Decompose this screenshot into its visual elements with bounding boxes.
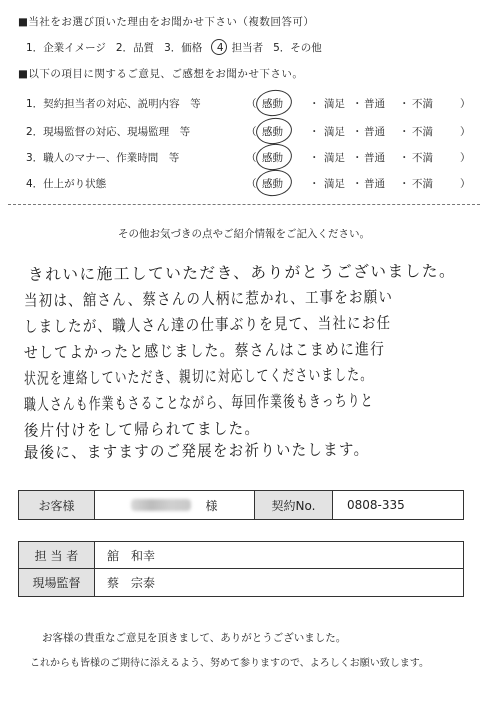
rating-kando: 感動	[262, 150, 283, 165]
rating-futsu: 普通	[364, 98, 385, 110]
supervisor-name: 蔡 宗泰	[107, 576, 156, 590]
separator-dot: ・	[399, 126, 410, 138]
rating-fuman: 不満	[412, 178, 433, 190]
paren-close: ）	[460, 152, 471, 164]
survey-question: 2．現場監督の対応、現場監理 等	[26, 126, 191, 138]
selection-circle	[211, 39, 227, 55]
separator-dot: ・	[352, 178, 363, 190]
rating-manzoku: 満足	[324, 178, 345, 190]
customer-box	[18, 490, 464, 520]
selection-circle	[254, 116, 293, 147]
rating-kando: 感動	[262, 96, 283, 111]
selection-circle	[254, 88, 293, 119]
staff-box	[18, 541, 464, 597]
reason-option-number: 5．	[273, 42, 291, 54]
reason-option-number: 3．	[164, 42, 182, 54]
paren-close: ）	[460, 178, 471, 190]
footer-closing: これからも皆様のご期待に添えるよう、努めて参りますので、よろしくお願い致します。	[30, 658, 429, 669]
comment-line-4: せしてよかったと感じました。蔡さんはこまめに進行	[23, 339, 386, 362]
reason-option-3	[164, 40, 202, 55]
paren-close: ）	[460, 98, 471, 110]
paren-open: （	[246, 98, 257, 110]
rating-fuman: 不満	[412, 126, 433, 138]
section-reason-title: ■当社をお選び頂いた理由をお聞かせ下さい（複数回答可）	[18, 16, 315, 28]
footer-thanks: お客様の貴重なご意見を頂きまして、ありがとうございました。	[42, 632, 347, 644]
survey-row-3	[26, 150, 471, 166]
reason-option-2	[116, 40, 154, 55]
comment-line-2: 当初は、舘さん、蔡さんの人柄に惹かれ、工事をお願い	[23, 287, 394, 310]
survey-row-1	[26, 96, 471, 112]
contract-label: 契約No.	[255, 491, 333, 519]
paren-open: （	[246, 126, 257, 138]
reason-options	[26, 40, 332, 55]
customer-name-cell	[95, 491, 255, 519]
rating-fuman: 不満	[412, 98, 433, 110]
reason-option-number: 2．	[115, 42, 134, 54]
comment-line-8: 最後に、ますますのご発展をお祈りいたします。	[23, 439, 370, 462]
separator-dot: ・	[309, 152, 320, 164]
section-opinion-title: ■以下の項目に関するご意見、ご感想をお聞かせ下さい。	[18, 68, 304, 80]
separator-dot: ・	[352, 98, 363, 110]
survey-row-2	[26, 124, 471, 140]
selection-circle	[254, 142, 293, 173]
reason-option-label: 価格	[181, 42, 203, 54]
separator-dot: ・	[309, 178, 320, 190]
comment-line-6: 職人さんも作業もさることながら、毎回作業後もきっちりと	[23, 390, 374, 414]
rating-manzoku: 満足	[324, 126, 345, 138]
reason-option-label: 企業イメージ	[43, 42, 106, 54]
comment-line-1: きれいに施工していただき、ありがとうございました。	[27, 261, 457, 284]
paren-close: ）	[460, 126, 471, 138]
rep-name: 舘 和幸	[95, 542, 463, 569]
rating-futsu: 普通	[364, 152, 385, 164]
reason-option-4	[212, 40, 263, 55]
contract-number: 0808-335	[347, 498, 405, 512]
separator-dot: ・	[352, 126, 363, 138]
survey-question: 1．契約担当者の対応、説明内容 等	[26, 98, 201, 110]
customer-name-blurred	[131, 499, 191, 511]
separator-dot: ・	[399, 152, 410, 164]
separator-dot: ・	[309, 98, 320, 110]
rating-manzoku: 満足	[324, 98, 345, 110]
separator-dot: ・	[399, 98, 410, 110]
rating-futsu: 普通	[364, 178, 385, 190]
selection-circle	[254, 168, 293, 199]
comments-title: その他お気づきの点やご紹介情報をご記入ください。	[118, 228, 370, 240]
reason-option-label: その他	[290, 42, 322, 54]
rep-label: 担 当 者	[19, 542, 95, 569]
survey-question: 3．職人のマナー、作業時間 等	[26, 152, 180, 164]
dashed-divider	[8, 204, 480, 205]
reason-option-number: 1．	[26, 42, 44, 54]
rating-manzoku: 満足	[324, 152, 345, 164]
survey-row-4	[26, 176, 471, 192]
reason-option-1	[26, 40, 106, 55]
rating-fuman: 不満	[412, 152, 433, 164]
rating-futsu: 普通	[364, 126, 385, 138]
reason-option-label: 担当者	[231, 42, 264, 54]
separator-dot: ・	[309, 126, 320, 138]
customer-honorific: 様	[205, 498, 218, 513]
supervisor-label: 現場監督	[19, 569, 95, 596]
rating-kando: 感動	[262, 176, 283, 191]
paren-open: （	[246, 178, 257, 190]
reason-option-5	[273, 40, 322, 55]
paren-open: （	[246, 152, 257, 164]
rating-kando: 感動	[262, 124, 283, 139]
reason-option-label: 品質	[133, 42, 155, 54]
survey-question: 4．仕上がり状態	[26, 178, 107, 190]
comment-line-7: 後片付けをして帰られてました。	[23, 418, 261, 440]
separator-dot: ・	[399, 178, 410, 190]
reason-option-number-circled: 4	[212, 42, 228, 54]
customer-label: お客様	[19, 491, 95, 519]
comment-line-5: 状況を連絡していただき、親切に対応してくださいました。	[23, 364, 374, 388]
separator-dot: ・	[352, 152, 363, 164]
comment-line-3: しましたが、職人さん達の仕事ぶりを見て、当社にお任	[23, 313, 392, 336]
